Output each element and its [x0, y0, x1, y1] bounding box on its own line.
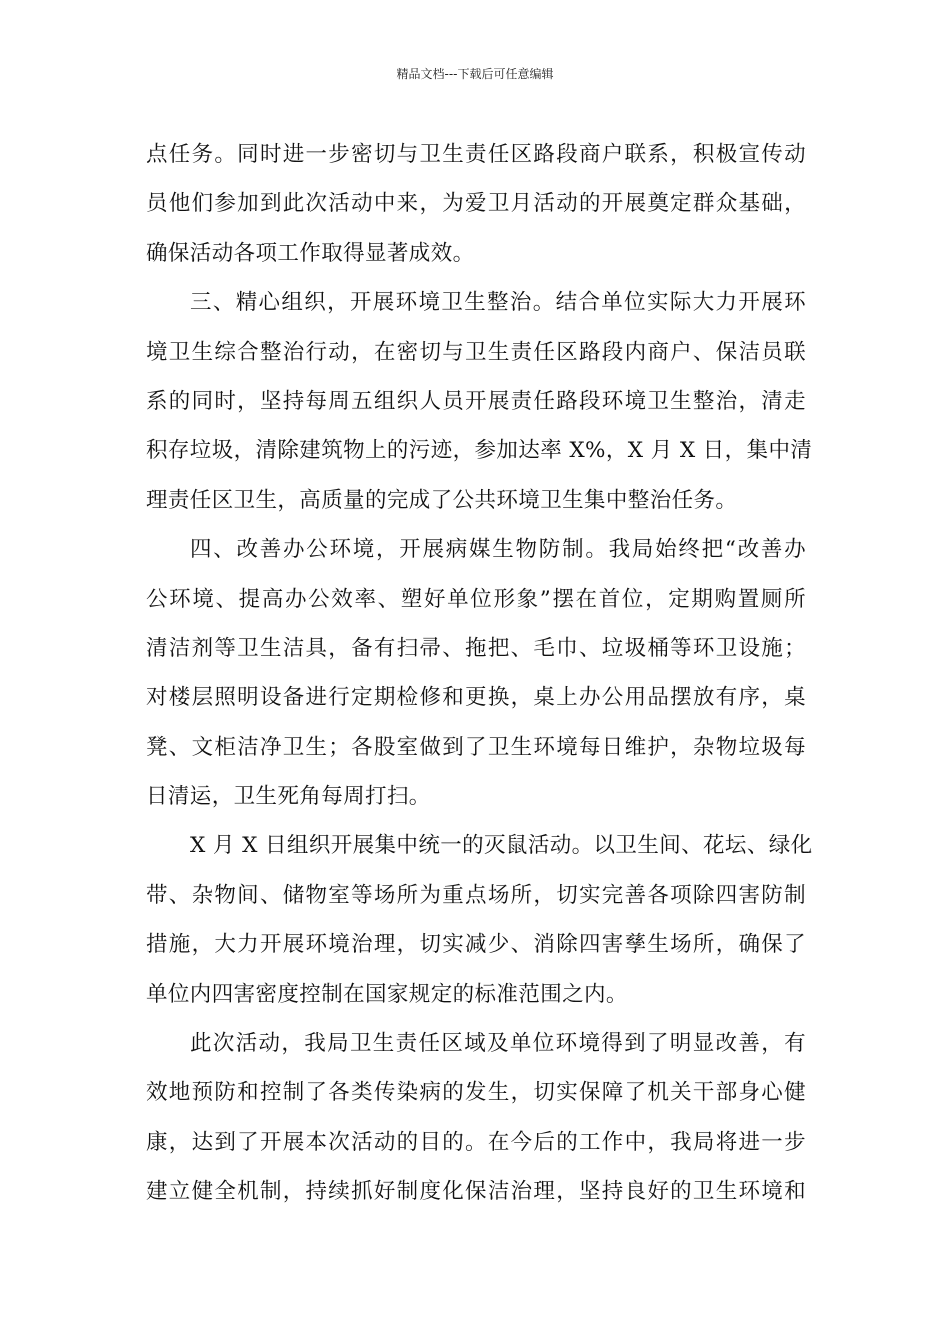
text-line: 措施，大力开展环境治理，切实减少、消除四害孳生场所，确保了: [146, 932, 806, 958]
paragraph-1: [146, 130, 806, 278]
paragraph-3: [146, 525, 806, 821]
text-line: 效地预防和控制了各类传染病的发生，切实保障了机关干部身心健: [146, 1080, 806, 1106]
text-line: 积存垃圾，清除建筑物上的污迹，参加达率 X%，X 月 X 日，集中清: [146, 438, 813, 464]
paragraph-5: [146, 1019, 806, 1217]
text-line: 康，达到了开展本次活动的目的。在今后的工作中，我局将进一步: [146, 1129, 806, 1155]
text-line: 点任务。同时进一步密切与卫生责任区路段商户联系，积极宣传动: [146, 142, 806, 167]
text-line: 对楼层照明设备进行定期检修和更换，桌上办公用品摆放有序，桌: [146, 685, 806, 711]
text-line: 带、杂物间、储物室等场所为重点场所，切实完善各项除四害防制: [146, 882, 806, 908]
text-line: 四、改善办公环境，开展病媒生物防制。我局始终把“改善办: [190, 537, 806, 563]
text-line: 清洁剂等卫生洁具，备有扫帚、拖把、毛巾、垃圾桶等环卫设施；: [146, 635, 806, 661]
document-body: [146, 130, 813, 1217]
text-line: 建立健全机制，持续抓好制度化保洁治理，坚持良好的卫生环境和: [146, 1179, 806, 1205]
text-line: 确保活动各项工作取得显著成效。: [146, 240, 475, 266]
text-line: 公环境、提高办公效率、塑好单位形象”摆在首位，定期购置厕所: [146, 586, 806, 612]
text-line: 员他们参加到此次活动中来，为爱卫月活动的开展奠定群众基础，: [146, 191, 806, 217]
paragraph-4: [146, 821, 813, 1019]
text-line: 系的同时，坚持每周五组织人员开展责任路段环境卫生整治，清走: [146, 388, 806, 414]
text-line: 此次活动，我局卫生责任区域及单位环境得到了明显改善，有: [190, 1031, 806, 1057]
text-line: 日清运，卫生死角每周打扫。: [146, 784, 431, 810]
text-line: X 月 X 日组织开展集中统一的灭鼠活动。以卫生间、花坛、绿化: [190, 833, 813, 859]
text-line: 理责任区卫生，高质量的完成了公共环境卫生集中整治任务。: [146, 487, 738, 513]
page-header: 精品文档---下载后可任意编辑: [396, 67, 554, 81]
text-line: 凳、文柜洁净卫生；各股室做到了卫生环境每日维护，杂物垃圾每: [146, 734, 806, 760]
text-line: 境卫生综合整治行动，在密切与卫生责任区路段内商户、保洁员联: [146, 339, 806, 365]
text-line: 单位内四害密度控制在国家规定的标准范围之内。: [146, 981, 628, 1007]
paragraph-2: [146, 278, 813, 525]
text-line: 三、精心组织，开展环境卫生整治。结合单位实际大力开展环: [190, 290, 806, 316]
